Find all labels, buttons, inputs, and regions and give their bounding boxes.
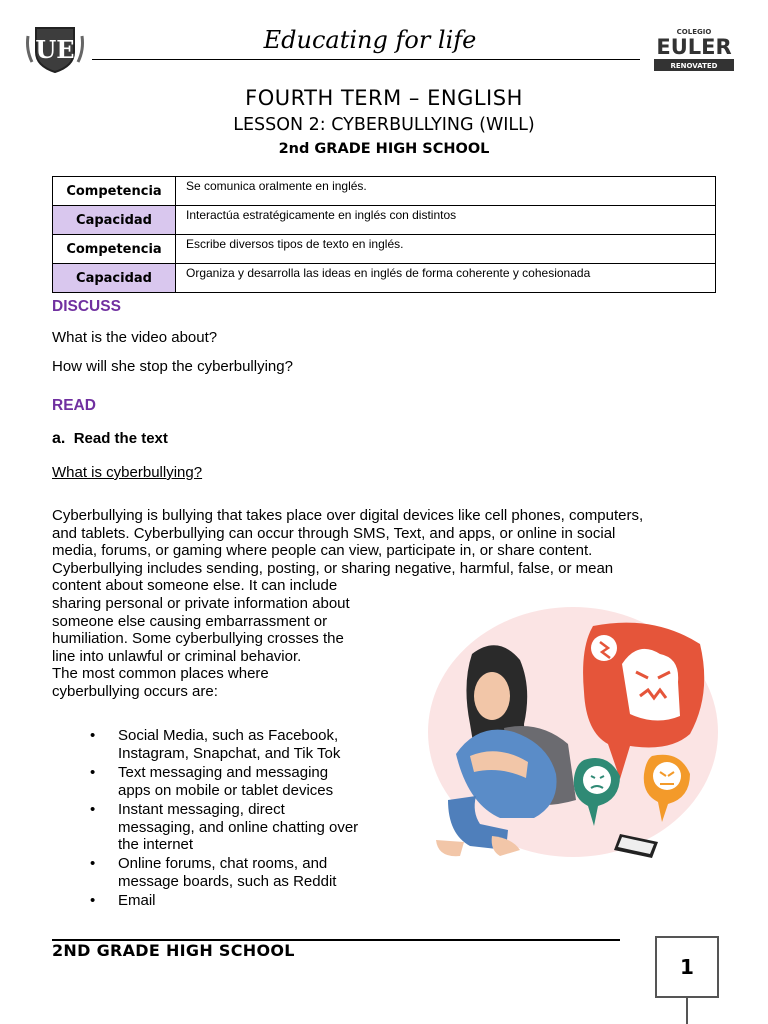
table-row <box>53 264 716 293</box>
list-item <box>118 892 398 910</box>
sub-prefix: a. <box>52 430 66 447</box>
header-motto: Educating for life <box>263 26 477 54</box>
reading-question: What is cyberbullying? <box>52 464 203 481</box>
list-item-line: messaging, and online chatting over <box>118 818 359 836</box>
lesson-title: LESSON 2: CYBERBULLYING (WILL) <box>233 115 535 135</box>
paragraph-line: someone else causing embarrassment or <box>52 612 328 630</box>
paragraph-line: content about someone else. It can include <box>52 577 338 595</box>
logo-renovated-text: RENOVATED <box>670 62 718 70</box>
row-value: Escribe diversos tipos de texto en inglés. <box>176 235 716 264</box>
term-title: FOURTH TERM – ENGLISH <box>245 86 523 110</box>
competency-table <box>52 176 716 293</box>
logo-colegio-text: COLEGIO <box>676 28 712 36</box>
paragraph-line: Cyberbullying is bullying that takes place over digital devices like cell phones, computers, <box>52 507 644 524</box>
list-item-line: message boards, such as Reddit <box>118 872 337 890</box>
paragraph-line: sharing personal or private information about <box>52 594 350 612</box>
table-row <box>53 235 716 264</box>
list-item-line: Instant messaging, direct <box>118 801 285 818</box>
paragraph-line: line into unlawful or criminal behavior. <box>52 647 302 665</box>
list-item <box>118 801 398 854</box>
row-label: Capacidad <box>53 264 176 293</box>
page-number: 1 <box>655 936 719 998</box>
paragraph-line: cyberbullying occurs are: <box>52 682 218 700</box>
paragraph-line: The most common places where <box>52 665 269 683</box>
row-value: Organiza y desarrolla las ideas en inglés de forma coherente y cohesionada <box>176 264 716 293</box>
table-row <box>53 177 716 206</box>
paragraph-line: humiliation. Some cyberbullying crosses the <box>52 630 344 648</box>
bullet-dot: • <box>90 764 96 781</box>
read-subheading <box>52 430 168 448</box>
footer-grade: 2ND GRADE HIGH SCHOOL <box>52 941 295 960</box>
list-item-line: the internet <box>118 836 194 854</box>
table-row <box>53 206 716 235</box>
paragraph-line: Cyberbullying includes sending, posting, or sharing negative, harmful, false, or mean <box>52 559 614 577</box>
header-rule <box>92 59 640 60</box>
logo-letters: UE <box>35 35 75 64</box>
list-item <box>118 764 398 799</box>
list-item-line: apps on mobile or tablet devices <box>118 781 334 799</box>
page-number-tail <box>686 996 688 1024</box>
discuss-question-1: What is the video about? <box>52 329 218 346</box>
list-item-line: Instagram, Snapchat, and Tik Tok <box>118 744 341 762</box>
row-value: Se comunica oralmente en inglés. <box>176 177 716 206</box>
grade-title: 2nd GRADE HIGH SCHOOL <box>278 141 490 157</box>
paragraph-line: media, forums, or gaming where people can view, participate in, or share content. <box>52 542 593 560</box>
bullet-dot: • <box>90 727 96 744</box>
list-item-line: Text messaging and messaging <box>118 764 329 781</box>
school-shield-logo <box>22 22 88 76</box>
bullet-dot: • <box>90 855 96 872</box>
row-label: Capacidad <box>53 206 176 235</box>
discuss-heading: DISCUSS <box>52 298 121 315</box>
list-item <box>118 727 398 762</box>
row-label: Competencia <box>53 235 176 264</box>
bullet-dot: • <box>90 801 96 818</box>
paragraph-line: and tablets. Cyberbullying can occur through SMS, Text, and apps, or online in social <box>52 524 616 542</box>
list-item-line: Social Media, such as Facebook, <box>118 727 339 744</box>
logo-euler-text: EULER <box>656 35 732 59</box>
euler-logo <box>648 26 740 74</box>
discuss-question-2: How will she stop the cyberbullying? <box>52 358 293 375</box>
bullet-dot: • <box>90 892 96 909</box>
row-value: Interactúa estratégicamente en inglés con distintos <box>176 206 716 235</box>
list-item <box>118 855 398 890</box>
list-item-line: Email <box>118 892 156 909</box>
cyberbullying-illustration <box>408 604 718 874</box>
sub-label: Read the text <box>73 430 168 447</box>
list-item-line: Online forums, chat rooms, and <box>118 855 328 872</box>
row-label: Competencia <box>53 177 176 206</box>
read-heading: READ <box>52 397 96 414</box>
